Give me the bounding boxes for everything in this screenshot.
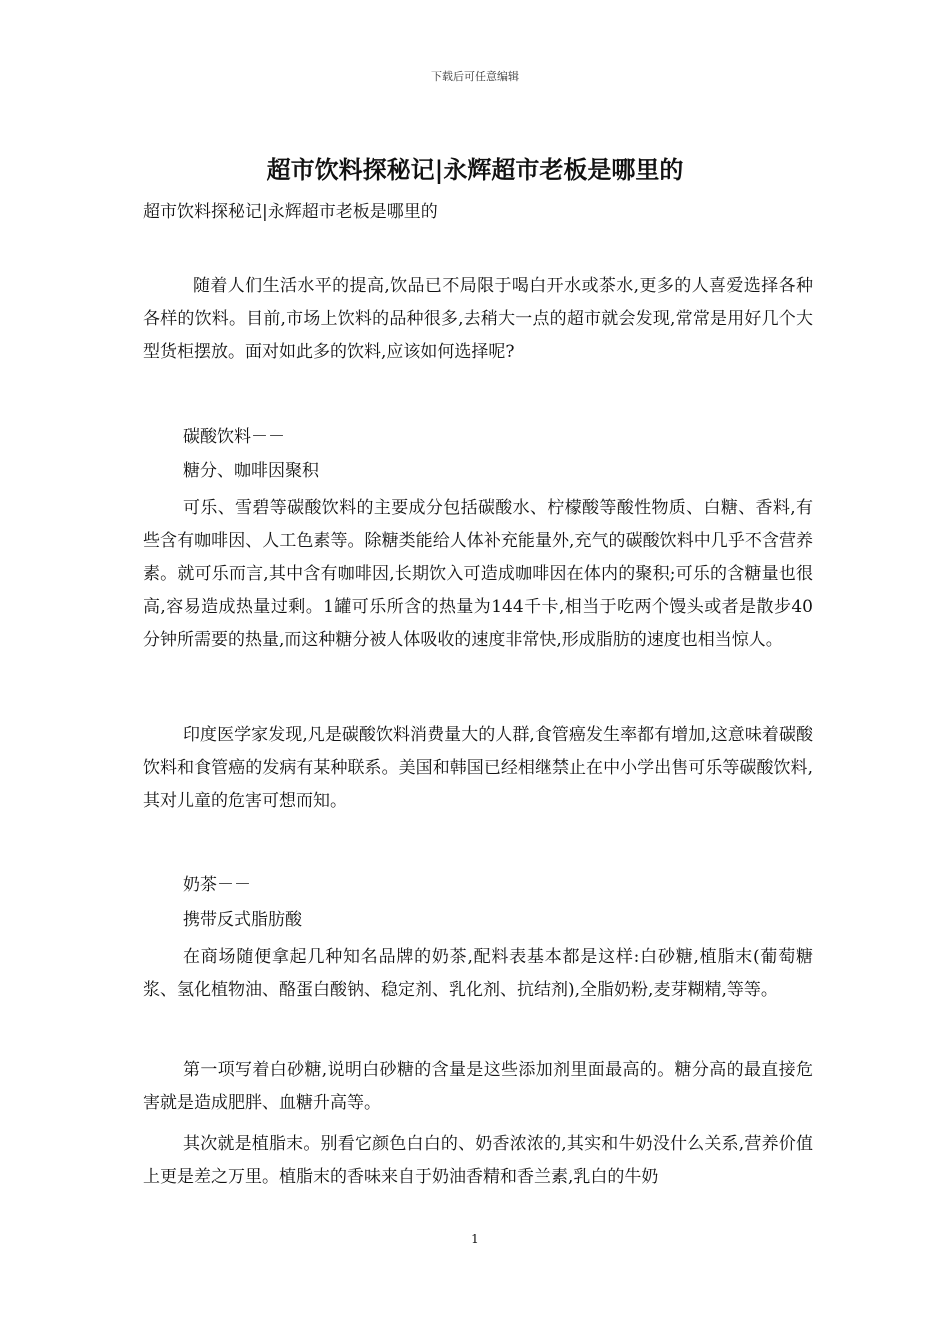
header-note: 下载后可任意编辑 <box>431 70 519 83</box>
document-title: 超市饮料探秘记|永辉超市老板是哪里的 <box>266 155 684 184</box>
section-subheading-carbonated: 糖分、咖啡因聚积 <box>183 461 319 481</box>
carbonated-paragraph-1: 可乐、雪碧等碳酸饮料的主要成分包括碳酸水、柠檬酸等酸性物质、白糖、香料,有些含有咖啡因、人工色素等。除糖类能给人体补充能量外,充气的碳酸饮料中几乎不含营养素。就可乐而言,其中含有咖啡因,长期饮入可造成咖啡因在体内的聚积;可乐的含糖量也很高,容易造成热量过剩。1罐可乐所含的热量为144千卡,相当于吃两个馒头或者是散步40分钟所需要的热量,而这种糖分被人体吸收的速度非常快,形成脂肪的速度也相当惊人。 <box>143 498 813 650</box>
page-number: 1 <box>471 1232 479 1246</box>
document-subtitle: 超市饮料探秘记|永辉超市老板是哪里的 <box>143 202 438 222</box>
carbonated-paragraph-2: 印度医学家发现,凡是碳酸饮料消费量大的人群,食管癌发生率都有增加,这意味着碳酸饮料和食管癌的发病有某种联系。美国和韩国已经相继禁止在中小学出售可乐等碳酸饮料,其对儿童的危害可想而知。 <box>143 725 813 811</box>
intro-paragraph: 随着人们生活水平的提高,饮品已不局限于喝白开水或茶水,更多的人喜爱选择各种各样的饮料。目前,市场上饮料的品种很多,去稍大一点的超市就会发现,常常是用好几个大型货柜摆放。面对如此多的饮料,应该如何选择呢? <box>143 276 813 362</box>
section-heading-carbonated: 碳酸饮料－－ <box>183 427 285 447</box>
milktea-paragraph-1: 在商场随便拿起几种知名品牌的奶茶,配料表基本都是这样:白砂糖,植脂末(葡萄糖浆、氢化植物油、酪蛋白酸钠、稳定剂、乳化剂、抗结剂),全脂奶粉,麦芽糊精,等等。 <box>143 947 813 1000</box>
milktea-paragraph-2: 第一项写着白砂糖,说明白砂糖的含量是这些添加剂里面最高的。糖分高的最直接危害就是造成肥胖、血糖升高等。 <box>143 1060 813 1113</box>
section-heading-milktea: 奶茶－－ <box>183 875 251 895</box>
milktea-paragraph-3: 其次就是植脂末。别看它颜色白白的、奶香浓浓的,其实和牛奶没什么关系,营养价值上更是差之万里。植脂末的香味来自于奶油香精和香兰素,乳白的牛奶 <box>143 1134 813 1187</box>
section-subheading-milktea: 携带反式脂肪酸 <box>183 910 302 930</box>
